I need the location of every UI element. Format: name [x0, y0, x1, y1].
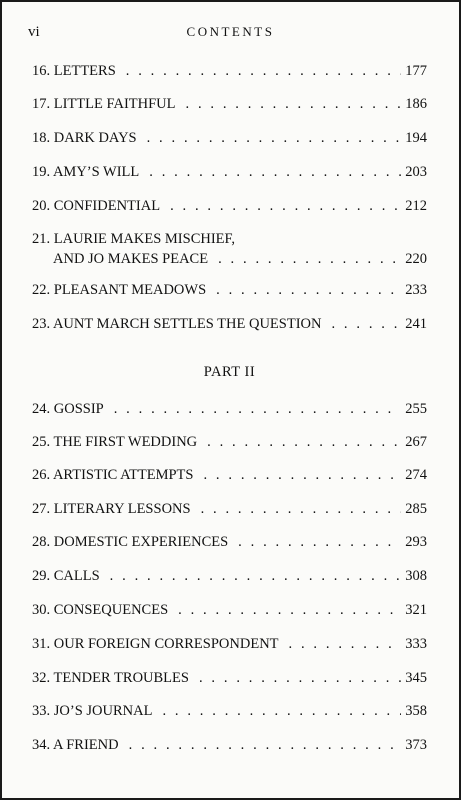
- toc-entry-title: 32. TENDER TROUBLES: [32, 670, 189, 686]
- toc-entry-title: 28. DOMESTIC EXPERIENCES: [32, 534, 229, 550]
- toc-entry-page: 373: [405, 737, 427, 753]
- table-of-contents: [32, 2, 427, 798]
- dot-leader: [186, 94, 402, 114]
- dot-leader: [207, 432, 401, 452]
- toc-entry: [32, 314, 427, 334]
- toc-entry-page: 293: [405, 534, 427, 550]
- dot-leader: [149, 162, 401, 182]
- toc-entry: [32, 465, 427, 485]
- toc-entry: [32, 600, 427, 620]
- toc-entry-title-continued: AND JO MAKES PEACE: [53, 251, 209, 267]
- toc-entry-title: 22. PLEASANT MEADOWS: [32, 282, 207, 298]
- toc-entry-page: 358: [405, 703, 427, 719]
- toc-entry-title: 23. AUNT MARCH SETTLES THE QUESTION: [32, 316, 322, 332]
- dot-leader: [218, 249, 401, 269]
- toc-entry-title: 24. GOSSIP: [32, 401, 104, 417]
- toc-entry-page: 194: [405, 130, 427, 146]
- dot-leader: [201, 499, 402, 519]
- dot-leader: [110, 566, 402, 586]
- toc-entry-page: 345: [405, 670, 427, 686]
- toc-entry-title: 21. LAURIE MAKES MISCHIEF,: [32, 231, 236, 247]
- dot-leader: [126, 61, 401, 81]
- toc-entry: [32, 128, 427, 148]
- toc-entry-title: 31. OUR FOREIGN CORRESPONDENT: [32, 636, 279, 652]
- toc-entry: [32, 229, 427, 269]
- toc-entry-title: 27. LITERARY LESSONS: [32, 501, 191, 517]
- dot-leader: [162, 701, 401, 721]
- toc-entry: [32, 668, 427, 688]
- toc-entry-page: 255: [405, 401, 427, 417]
- toc-entry: [32, 162, 427, 182]
- toc-entry-page: 267: [405, 434, 427, 450]
- dot-leader: [238, 532, 401, 552]
- dot-leader: [199, 668, 401, 688]
- toc-entry-title: 19. AMY’S WILL: [32, 164, 140, 180]
- toc-entry: [32, 634, 427, 654]
- toc-entry-page: 285: [405, 501, 427, 517]
- toc-entry: [32, 196, 427, 216]
- toc-entry-title: 18. DARK DAYS: [32, 130, 137, 146]
- dot-leader: [147, 128, 402, 148]
- toc-entry: [32, 735, 427, 755]
- toc-entry: [32, 532, 427, 552]
- dot-leader: [114, 399, 402, 419]
- toc-entry-title: 16. LETTERS: [32, 63, 116, 79]
- toc-entry-title: 17. LITTLE FAITHFUL: [32, 96, 176, 112]
- toc-entry: [32, 499, 427, 519]
- toc-entry-title: 26. ARTISTIC ATTEMPTS: [32, 467, 194, 483]
- toc-entry-title: 20. CONFIDENTIAL: [32, 198, 161, 214]
- toc-entry-page: 203: [405, 164, 427, 180]
- dot-leader: [203, 465, 401, 485]
- toc-entry-page: 308: [405, 568, 427, 584]
- toc-entry: [32, 94, 427, 114]
- toc-entry: [32, 280, 427, 300]
- dot-leader: [216, 280, 401, 300]
- running-head: CONTENTS: [186, 24, 275, 39]
- page-number: vi: [28, 24, 40, 40]
- dot-leader: [178, 600, 401, 620]
- toc-entry-page: 177: [405, 63, 427, 79]
- toc-entry: [32, 399, 427, 419]
- toc-entry: [32, 61, 427, 81]
- part-heading: PART II: [203, 364, 256, 380]
- toc-entry-page: 233: [405, 282, 427, 298]
- toc-entry-page: 333: [405, 636, 427, 652]
- toc-entry-page: 186: [405, 96, 427, 112]
- dot-leader: [331, 314, 401, 334]
- toc-entry-title: 33. JO’S JOURNAL: [32, 703, 153, 719]
- toc-entry-page: 241: [405, 316, 427, 332]
- dot-leader: [170, 196, 401, 216]
- toc-entry-title: 34. A FRIEND: [32, 737, 119, 753]
- toc-entry-title: 29. CALLS: [32, 568, 100, 584]
- toc-entry-page: 321: [405, 602, 427, 618]
- toc-entry-page: 274: [405, 467, 427, 483]
- toc-entry-title: 25. THE FIRST WEDDING: [32, 434, 198, 450]
- dot-leader: [289, 634, 402, 654]
- toc-entry: [32, 701, 427, 721]
- toc-entry-title: 30. CONSEQUENCES: [32, 602, 169, 618]
- toc-entry-page: 212: [405, 198, 427, 214]
- toc-entry: [32, 566, 427, 586]
- toc-entry: [32, 432, 427, 452]
- toc-entry-page: 220: [405, 251, 427, 267]
- dot-leader: [129, 735, 402, 755]
